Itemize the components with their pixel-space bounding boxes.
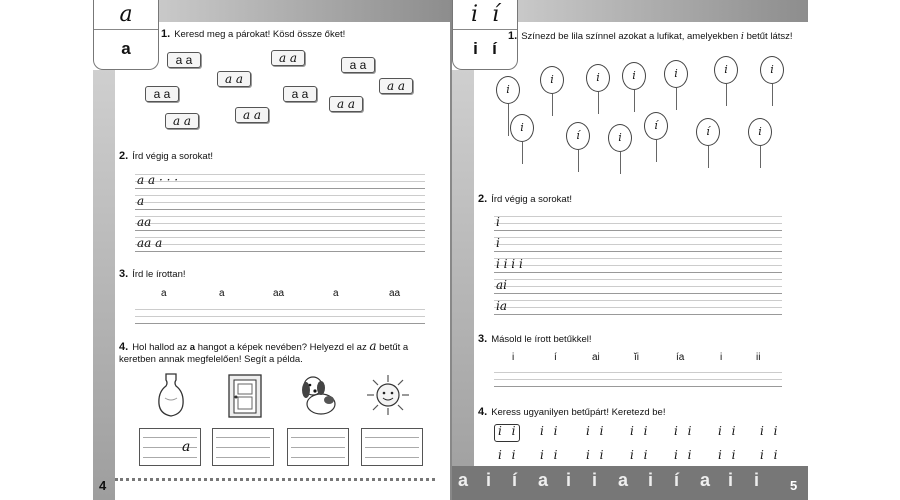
task4-instruction: 4. Keress ugyanilyen betűpárt! Keretezd be! xyxy=(478,406,666,418)
balloon[interactable]: i xyxy=(622,62,646,90)
letter-pair[interactable]: i i xyxy=(674,448,695,462)
row-prompt: ai xyxy=(496,278,507,292)
pair-card[interactable]: a a xyxy=(145,86,179,102)
letter-pair[interactable]: i i xyxy=(718,448,739,462)
letter-pair[interactable]: i i xyxy=(630,424,651,438)
balloon[interactable]: i xyxy=(760,56,784,84)
letter-pair[interactable]: i i xyxy=(760,448,781,462)
side-decor-strip xyxy=(93,70,115,500)
task3-instruction: 3. Másold le írott betűkkel! xyxy=(478,333,592,345)
balloon-string xyxy=(508,104,509,136)
pair-card[interactable]: a a xyxy=(379,78,413,94)
row-prompt: i i i i xyxy=(496,257,523,271)
balloon[interactable]: í xyxy=(644,112,668,140)
door-icon xyxy=(227,373,263,419)
pair-card[interactable]: a a xyxy=(235,107,269,123)
row-prompt: i xyxy=(496,236,500,250)
balloon-string xyxy=(578,150,579,172)
letter-pair[interactable]: i i xyxy=(718,424,739,438)
task2-instruction: 2. Írd végig a sorokat! xyxy=(478,193,572,205)
pair-card[interactable]: a a xyxy=(271,50,305,66)
top-decor-band xyxy=(159,0,450,22)
sun-icon xyxy=(365,374,411,416)
letter-pair[interactable]: i i xyxy=(586,424,607,438)
balloon-string xyxy=(634,90,635,112)
balloon[interactable]: i xyxy=(608,124,632,152)
pair-card[interactable]: a a xyxy=(167,52,201,68)
writing-lines[interactable] xyxy=(494,210,782,315)
letter-pair[interactable]: i i xyxy=(760,424,781,438)
balloon-string xyxy=(772,84,773,106)
balloon-string xyxy=(522,142,523,164)
task3-instruction: 3. Írd le írottan! xyxy=(119,268,186,280)
balloon-string xyxy=(760,146,761,168)
vase-icon xyxy=(157,372,185,418)
letter-pair[interactable]: i i xyxy=(498,424,519,438)
balloon[interactable]: i xyxy=(714,56,738,84)
row-prompt: ia xyxy=(496,299,507,313)
balloon[interactable]: í xyxy=(696,118,720,146)
balloon[interactable]: i xyxy=(496,76,520,104)
writing-lines[interactable] xyxy=(494,366,782,387)
row-prompt: aa xyxy=(137,215,152,229)
row-prompt: a xyxy=(137,194,145,208)
footer-dots xyxy=(115,478,435,481)
writing-lines[interactable] xyxy=(135,168,425,252)
pair-card[interactable]: a a xyxy=(283,86,317,102)
letter-tab xyxy=(93,0,159,70)
right-page: i í i í 1. Színezd be lila színnel azokat a lufikat, amelyekben i betűt látsz! i i i i i i i i í i í í i 2. Írd végig a sorokat! i i i i i i ai ia 3. Másold le írott betűkkel! i í ai ĭi ía i ii 4. Keress ugyanilyen betűpárt! Keretezd be! i i i i i i i i i i i i i i i i i i i i i i i i i i i i a i í a i i a i í a i i 5 xyxy=(452,0,808,500)
answer-box[interactable] xyxy=(139,428,201,466)
row-prompt: a a · · · xyxy=(137,173,179,187)
balloon-string xyxy=(656,140,657,162)
letter-strip: a i í a i i a i í a i i xyxy=(452,466,808,500)
example-letter: a xyxy=(182,439,191,455)
answer-box[interactable] xyxy=(361,428,423,466)
letter-pair[interactable]: i i xyxy=(630,448,651,462)
balloon-string xyxy=(620,152,621,174)
letter-pair[interactable]: i i xyxy=(674,424,695,438)
dog-icon xyxy=(299,372,339,418)
tab-print-letters: i í xyxy=(473,39,497,58)
balloon-string xyxy=(552,94,553,116)
balloon-string xyxy=(598,92,599,114)
tab-script-letter: a xyxy=(94,0,158,30)
balloon[interactable]: i xyxy=(510,114,534,142)
row-prompt: i xyxy=(496,215,500,229)
balloon[interactable]: i xyxy=(748,118,772,146)
page-number: 5 xyxy=(790,478,798,493)
writing-lines[interactable] xyxy=(135,303,425,324)
page-number: 4 xyxy=(99,478,107,493)
task1-instruction: 1. Színezd be lila színnel azokat a lufikat, amelyekben i betűt látsz! xyxy=(508,30,793,42)
letter-pair[interactable]: i i xyxy=(586,448,607,462)
side-decor-strip xyxy=(452,70,474,500)
balloon[interactable]: i xyxy=(540,66,564,94)
answer-box[interactable] xyxy=(212,428,274,466)
pair-card[interactable]: a a xyxy=(217,71,251,87)
balloon[interactable]: í xyxy=(566,122,590,150)
left-page: a a 1. Keresd meg a párokat! Kösd össze őket! a a a a a a a a a a a a a a a a a a a a 2. Írd végig a sorokat! a a · · · a aa aa a 3. Írd le írottan! a a aa a aa 4. Hol hallod az a hangot a képek nevében? Helyezd el az a betűt a keretben annak megfelelően! Segít a példa. a 4 xyxy=(93,0,450,500)
letter-pair[interactable]: i i xyxy=(540,448,561,462)
letter-pair[interactable]: i i xyxy=(498,448,519,462)
answer-box[interactable] xyxy=(287,428,349,466)
balloon[interactable]: i xyxy=(664,60,688,88)
row-prompt: aa a xyxy=(137,236,163,250)
tab-script-letters: i í xyxy=(453,0,517,30)
task2-instruction: 2. Írd végig a sorokat! xyxy=(119,150,213,162)
task4-instruction: 4. Hol hallod az a hangot a képek nevében? Helyezd el az a betűt a keretben annak megfelelően! Segít a példa. xyxy=(119,339,409,365)
tab-print-letter: a xyxy=(121,39,131,58)
pair-card[interactable]: a a xyxy=(329,96,363,112)
pair-card[interactable]: a a xyxy=(341,57,375,73)
balloon-string xyxy=(726,84,727,106)
pair-card[interactable]: a a xyxy=(165,113,199,129)
balloon-string xyxy=(708,146,709,168)
letter-pair[interactable]: i i xyxy=(540,424,561,438)
balloon-string xyxy=(676,88,677,110)
top-decor-band xyxy=(516,0,808,22)
task1-instruction: 1. Keresd meg a párokat! Kösd össze őket! xyxy=(161,28,346,40)
balloon[interactable]: i xyxy=(586,64,610,92)
